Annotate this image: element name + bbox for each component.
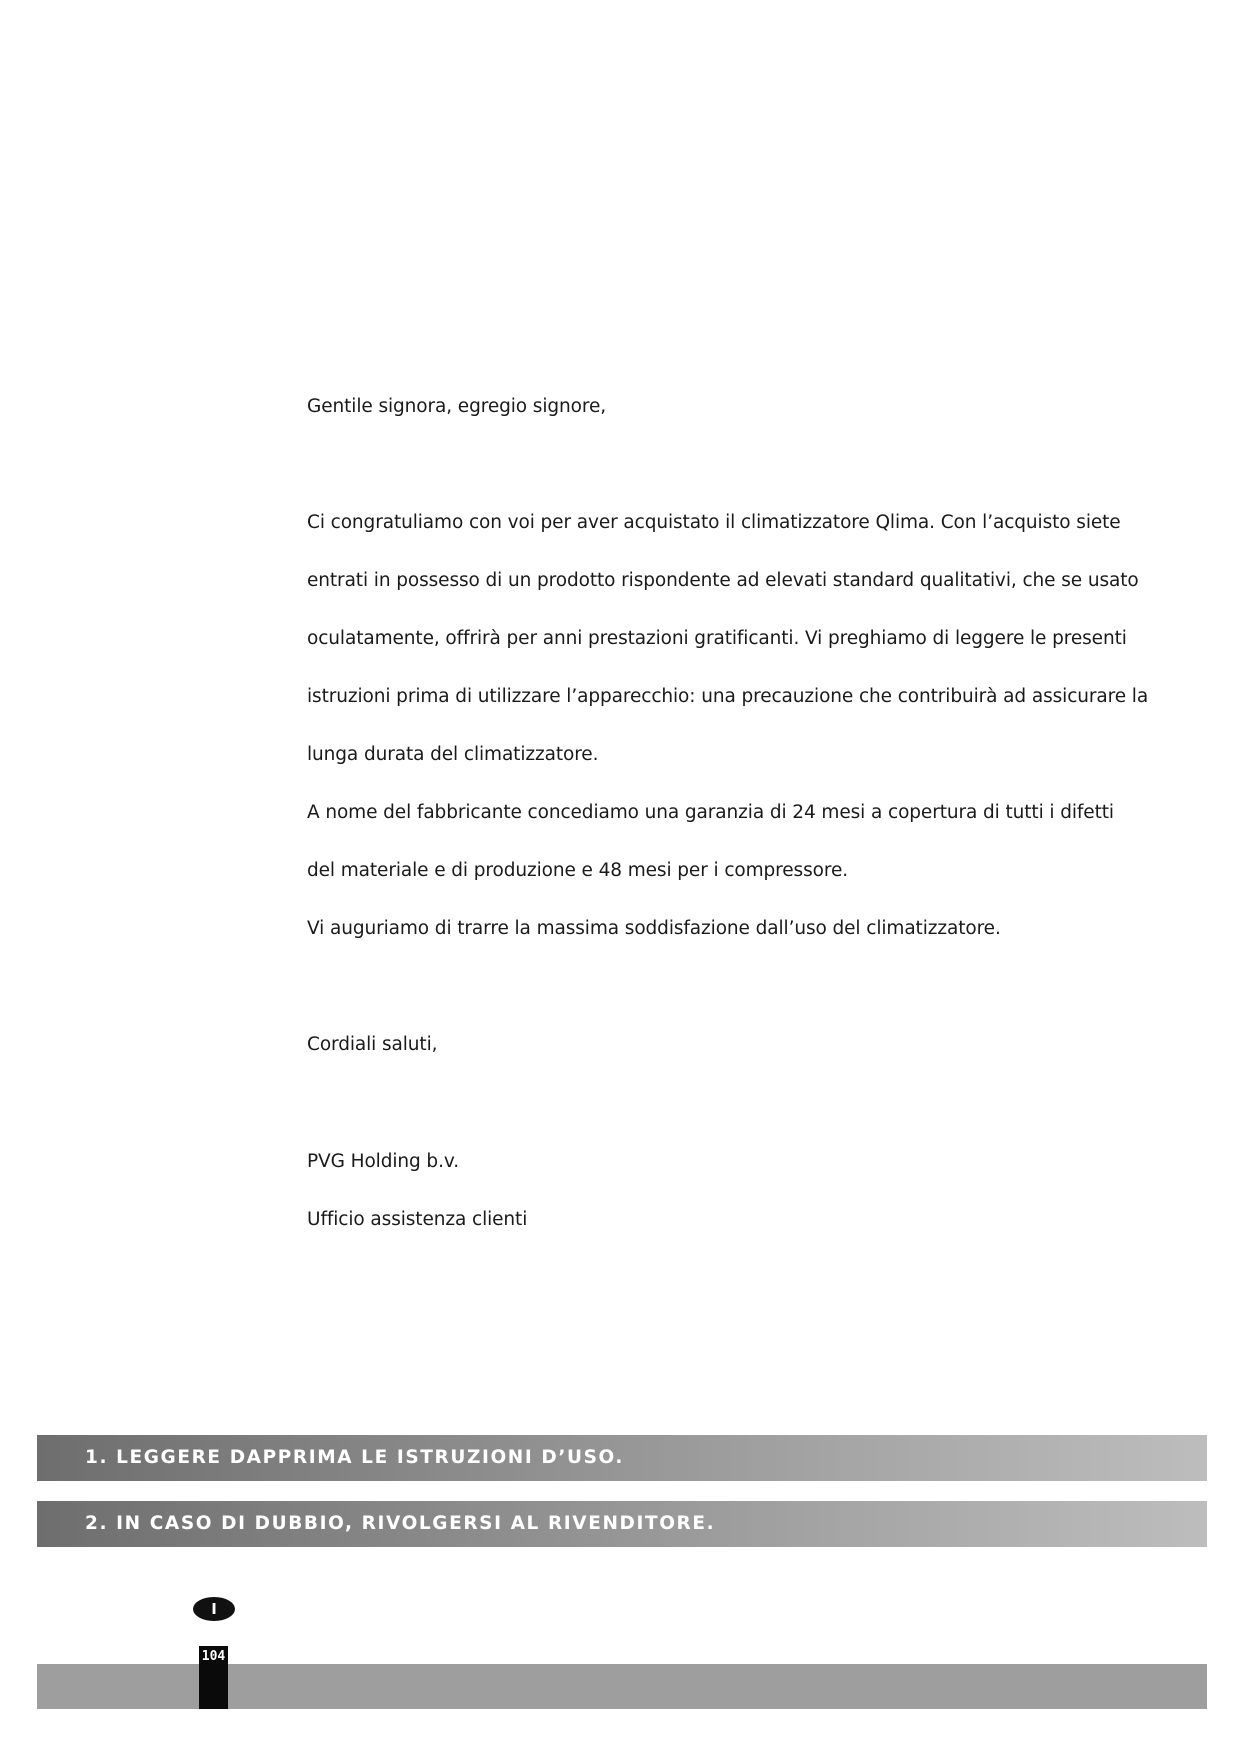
language-badge: I xyxy=(193,1597,235,1621)
letter-body-line: Ci congratuliamo con voi per aver acquistato il climatizzatore Qlima. Con l’acquisto siete xyxy=(307,512,1121,533)
letter-body-line: lunga durata del climatizzatore. xyxy=(307,744,599,765)
letter-closing: Cordiali saluti, xyxy=(307,1034,438,1055)
letter-company: PVG Holding b.v. xyxy=(307,1151,460,1172)
letter-body-line: Vi auguriamo di trarre la massima soddisfazione dall’uso del climatizzatore. xyxy=(307,918,1001,939)
instruction-banner-text: 1. LEGGERE DAPPRIMA LE ISTRUZIONI D’USO. xyxy=(85,1447,625,1468)
letter-body-line: entrati in possesso di un prodotto rispondente ad elevati standard qualitativi, che se usato xyxy=(307,570,1139,591)
letter-greeting: Gentile signora, egregio signore, xyxy=(307,396,607,417)
letter-body-line: oculatamente, offrirà per anni prestazioni gratificanti. Vi preghiamo di leggere le presenti xyxy=(307,628,1127,649)
letter-body-line: A nome del fabbricante concediamo una garanzia di 24 mesi a copertura di tutti i difetti xyxy=(307,802,1114,823)
letter-body-line: del materiale e di produzione e 48 mesi per i compressore. xyxy=(307,860,849,881)
instruction-banner-text: 2. IN CASO DI DUBBIO, RIVOLGERSI AL RIVENDITORE. xyxy=(85,1513,716,1534)
instruction-banner-read-manual xyxy=(37,1435,1207,1481)
instruction-banner-ask-dealer xyxy=(37,1501,1207,1547)
page-number: 104 xyxy=(201,1649,226,1664)
letter-body-line: istruzioni prima di utilizzare l’apparecchio: una precauzione che contribuirà ad assicurare la xyxy=(307,686,1149,707)
letter-department: Ufficio assistenza clienti xyxy=(307,1209,528,1230)
